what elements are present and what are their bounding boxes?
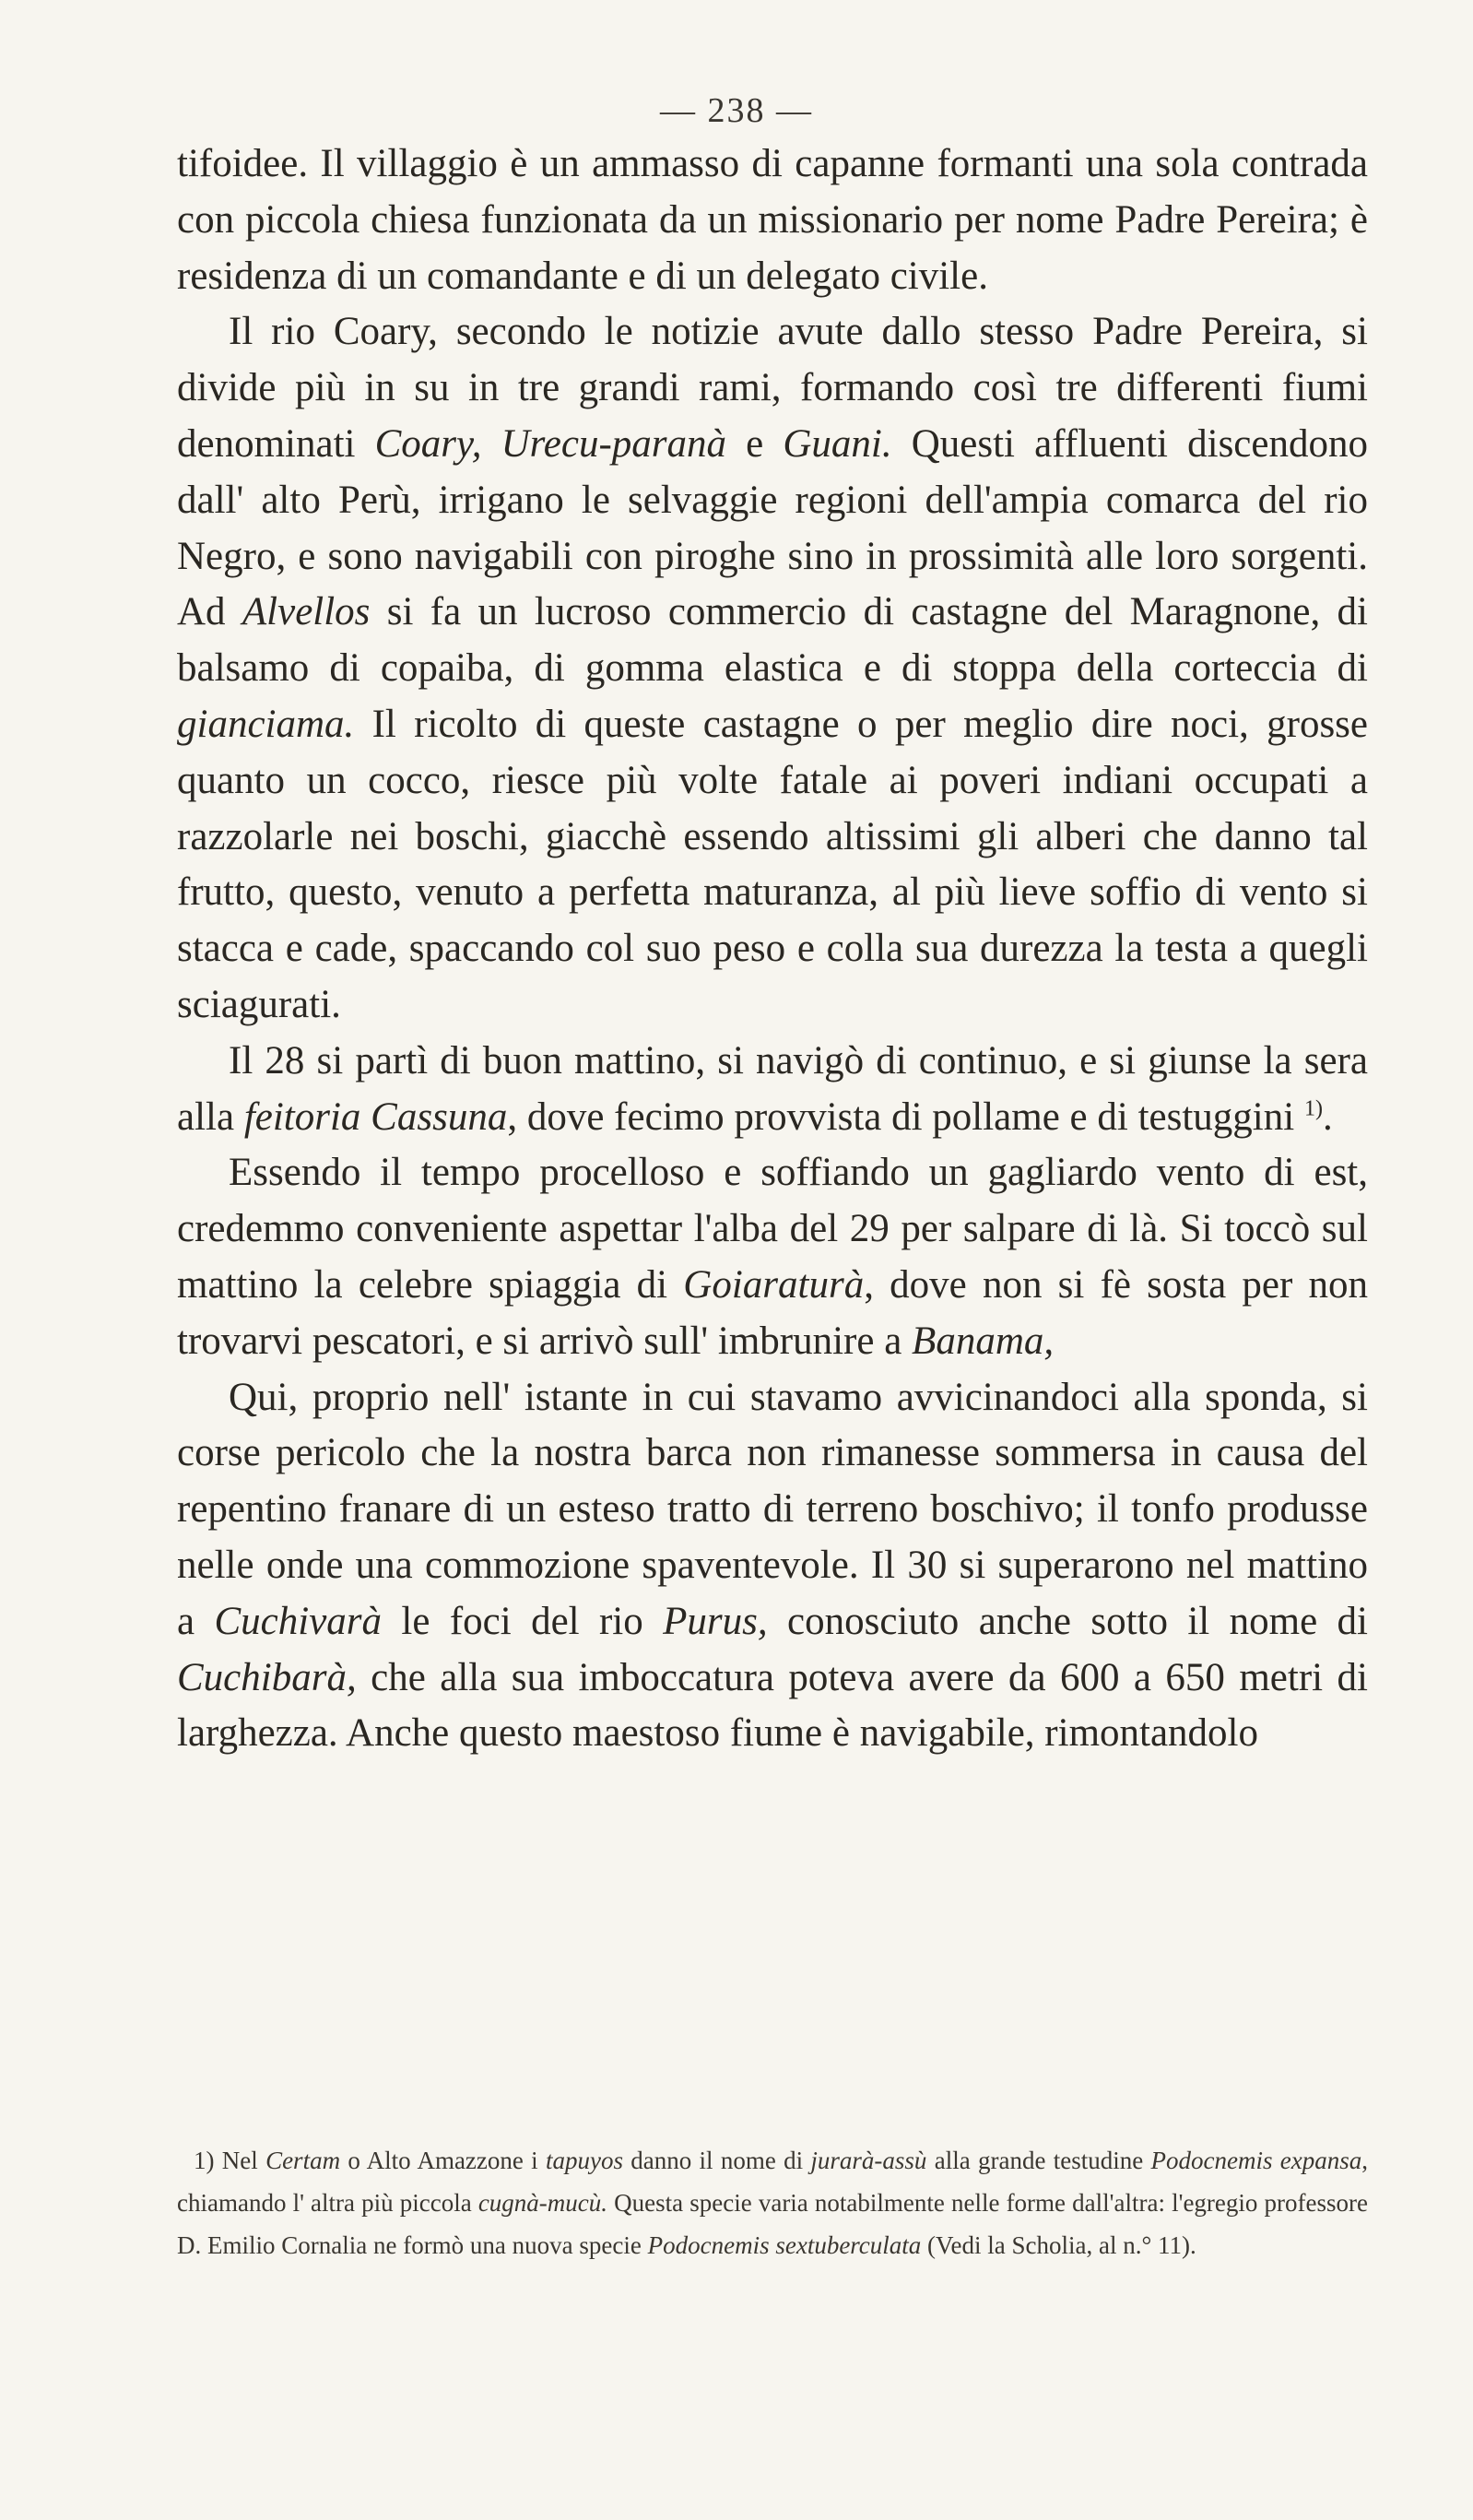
text-run: e [726,421,784,466]
italic-term: Goiaraturà [683,1262,865,1307]
text-run: , dove non si fè sosta per non trovarvi pescatori, e si arrivò sull' imbrunire a [177,1262,1368,1363]
text-run: Il ricolto di queste castagne o per meglio dire noci, grosse quanto un cocco, riesce più volte fatale ai poveri indiani occupati a razzolarle nei boschi, giacchè essendo altissimi gli alberi che danno tal frutto, questo, venuto a perfetta maturanza, al più lieve soffio di vento si stacca e cade, spaccando col suo peso e colla sua durezza la testa a quegli sciagurati. [177,702,1368,1026]
text-run: Qui, proprio nell' istante in cui stavamo avvicinandoci alla sponda, si corse pericolo che la nostra barca non rimanesse sommersa in causa del repentino franare di un esteso tratto di terreno boschivo; il tonfo produsse nelle onde una commozione spaventevole. Il 30 si superarono nel mattino a [177,1375,1368,1643]
italic-term: Podocnemis expansa [1150,2147,1362,2174]
italic-term: cugnà-mucù. [477,2189,608,2217]
italic-term: Alvellos [242,590,371,634]
paragraph [177,1145,1368,1369]
text-run: , chiamando l' altra più piccola [177,2147,1368,2217]
italic-term: Cuchivarà [214,1599,383,1643]
italic-term: Certam [265,2147,341,2174]
text-run: tifoidee. Il villaggio è un ammasso di capanne formanti una sola contrada con piccola chiesa funzionata da un missionario per nome Padre Pereira; è residenza di un comandante e di un delegato civile. [177,142,1368,298]
text-run: . [1322,1094,1333,1139]
italic-term: gianciama. [177,702,355,746]
paragraph [177,304,1368,1033]
text-run: le foci del rio [382,1599,664,1643]
main-text [177,136,1368,1762]
text-run: alla grande testudine [926,2147,1151,2174]
italic-term: Podocnemis sextuberculata [647,2231,922,2259]
text-run: Essendo il tempo procelloso e soffiando un gagliardo vento di est, credemmo conveniente aspettar l'alba del 29 per salpare di là. Si toccò sul mattino la celebre spiaggia di [177,1151,1368,1307]
text-run: danno il nome di [622,2147,811,2174]
text-run: Il 28 si partì di buon mattino, si navigò di continuo, e si giunse la sera alla [177,1038,1368,1139]
paragraph [177,1034,1368,1146]
text-run: Questi affluenti discendono dall' alto Perù, irrigano le selvaggie regioni dell'ampia comarca del rio Negro, e sono navigabili con piroghe sino in prossimità alle loro sorgenti. Ad [177,421,1368,634]
text-run: o Alto Amazzone i [340,2147,546,2174]
text-run: 1) Nel [194,2147,266,2174]
paragraph [177,136,1368,304]
italic-term: Banama, [912,1319,1055,1363]
text-run: Questa specie varia notabilmente nelle forme dall'altra: l'egregio professore D. Emilio Cornalia ne formò una nuova specie [177,2189,1368,2259]
italic-term: Purus, [663,1599,768,1643]
italic-term: feitoria Cassuna [243,1094,508,1139]
text-run: (Vedi la Scholia, al n.° 11). [921,2231,1196,2259]
text-run: si fa un lucroso commercio di castagne del Maragnone, di balsamo di copaiba, di gomma elastica e di stoppa della corteccia di [177,590,1368,691]
footnote-marker: 1) [1303,1096,1323,1121]
text-run: conosciuto anche sotto il nome di [767,1599,1368,1643]
text-run: che alla sua imboccatura poteva avere da 600 a 650 metri di larghezza. Anche questo maestoso fiume è navigabile, rimontandolo [177,1655,1368,1756]
text-run: Il rio Coary, secondo le notizie avute dallo stesso Padre Pereira, si divide più in su in tre grandi rami, formando così tre differenti fiumi denominati [177,310,1368,466]
italic-term: tapuyos [545,2147,623,2174]
footnote [177,2139,1368,2266]
page-number: — 238 — [660,91,813,130]
italic-term: jurarà-assù [810,2147,927,2174]
italic-term: Guani. [783,421,892,466]
text-run: , dove fecimo provvista di pollame e di testuggini [507,1094,1304,1139]
italic-term: Cuchibarà, [177,1655,357,1699]
italic-term: Coary, Urecu-paranà [374,421,727,466]
paragraph [177,1370,1368,1763]
footnotes [177,2139,1368,2266]
